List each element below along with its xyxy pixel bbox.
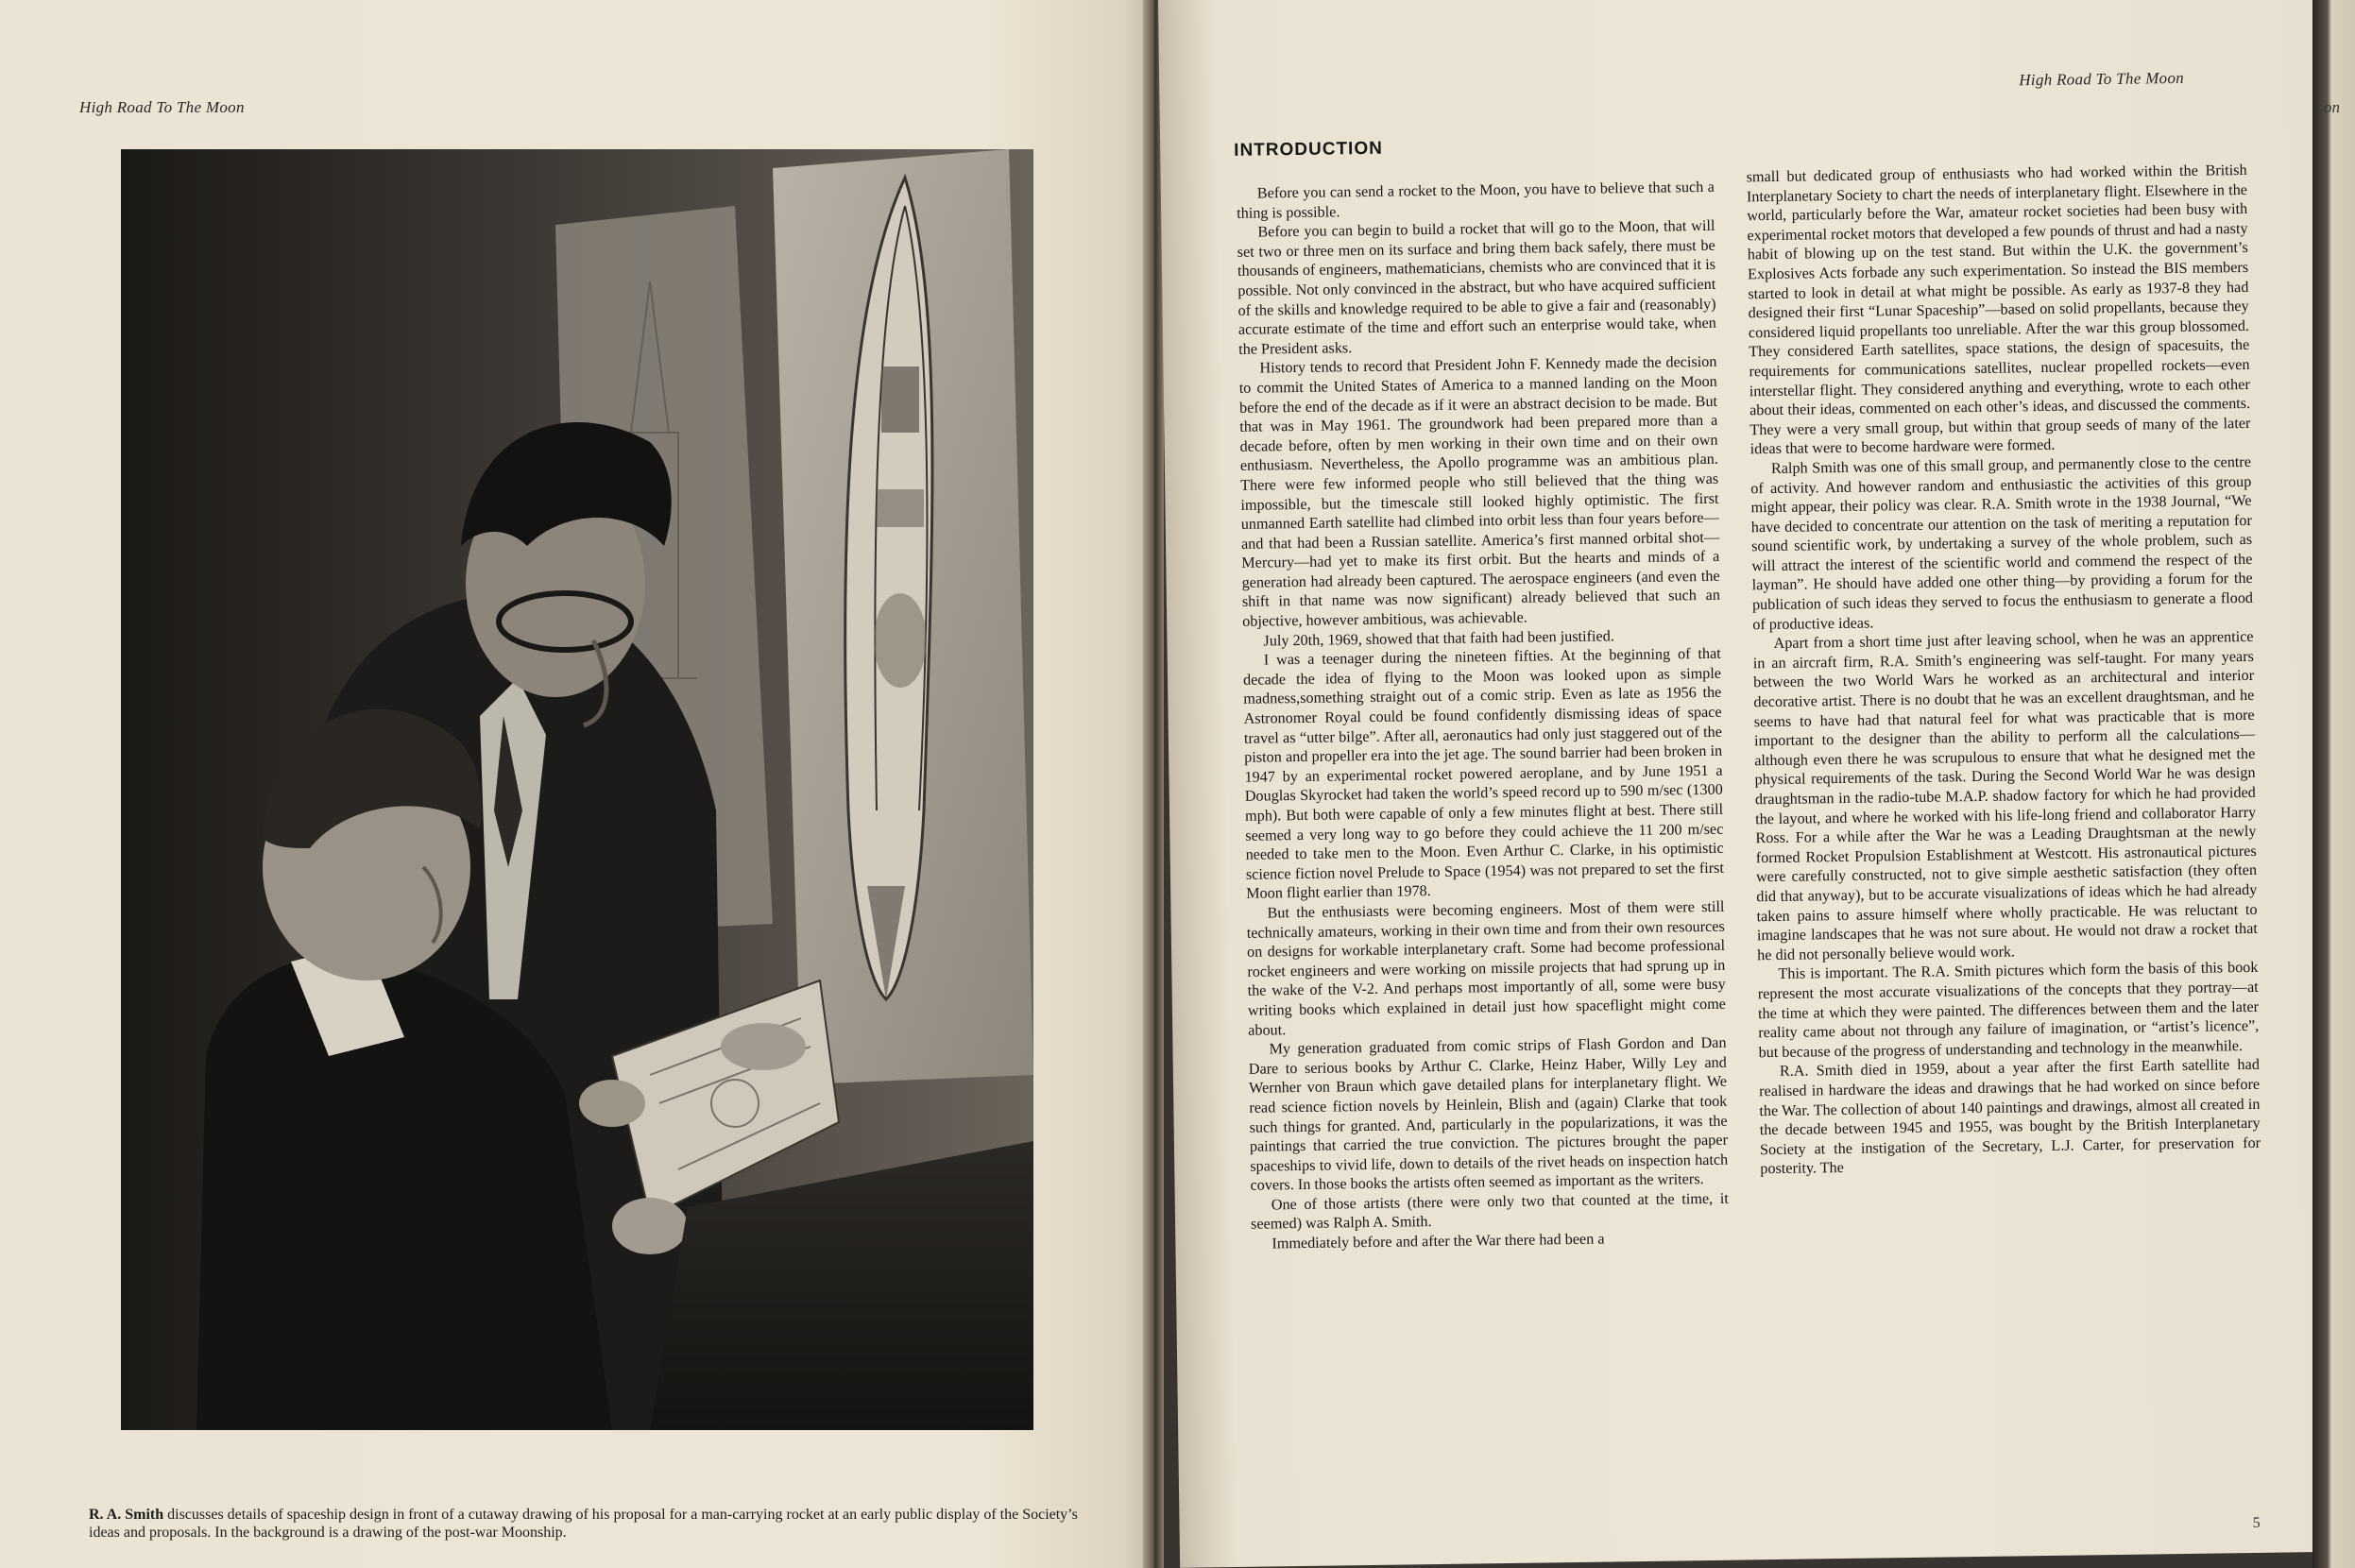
right-page xyxy=(1158,0,2334,1568)
photo-illustration xyxy=(121,149,1033,1430)
paragraph: History tends to record that President John F. Kennedy made the decision to commit the United States of America to a manned landing on the Moon before the end of the decade as if it were an abstract decision to be made. But that was in May 1961. The groundwork had been prepared more than a decade before, often by men working in their own time and on their own enthusiasm. Nevertheless, the Apollo programme was an ambitious plan. There were few informed people who still believed that the thing was impossible, but the timescale still looked highly optimistic. The first unmanned Earth satellite had climbed into orbit less than four years before—and that had been a Russian satellite. America’s first manned orbital shot—Mercury—had yet to make its first orbit. But the hearts and minds of a generation had already been captured. The aerospace engineers (and even the shift in that name was now significant) already believed that such an objective, however ambitious, was achievable. xyxy=(1238,353,1720,630)
photo-caption xyxy=(89,1506,1085,1542)
paragraph: Ralph Smith was one of this small group, and permanently close to the centre of activity. And however random and enthusiastic the activities of this group might appear, their policy was clear. R.A. Smith wrote in the 1938 Journal, “We have decided to concentrate our attention on the task of meriting a reputation for sound scientific work, by undertaking a survey of the whole problem, such as will attract the interest of the scientific world and commend the respect of the layman”. He should have added one other thing—by providing a forum for the publication of such ideas they served to focus the enthusiasm to generate a flood of productive ideas. xyxy=(1750,452,2254,633)
section-heading: INTRODUCTION xyxy=(1234,138,1384,161)
paragraph: This is important. The R.A. Smith pictures which form the basis of this book represent the most accurate visualizations of the concepts that they portray—at the time at which they were painted. The differences between them and the later reality came about not through any failure of imagination, or “artist’s licence”, but because of the progress of understanding and technology in the meanwhile. xyxy=(1757,959,2260,1061)
left-page xyxy=(0,0,1158,1568)
paragraph: R.A. Smith died in 1959, about a year after the first Earth satellite had realised in hardware the ideas and drawings that he had worked on since before the War. The collection of about 140 paintings and drawings, almost all created in the decade between 1945 and 1955, was bought by the British Interplanetary Society at the instigation of the Secretary, L.J. Carter, for preservation for posterity. The xyxy=(1759,1056,2261,1178)
caption-text: discusses details of spaceship design in front of a cutaway drawing of his proposal for a man-carrying rocket at an early public display of the Society’s ideas and proposals. In the background is a drawing of the post-war Moonship. xyxy=(89,1507,1078,1541)
paragraph: But the enthusiasts were becoming engineers. Most of them were still technically amateurs, working in their own time and from their own resources on designs for workable interplanetary craft. Some had become professional rocket engineers and were working on missile projects that had sprung up in the wake of the V-2. And perhaps most importantly of all, some were busy writing books which explained in detail just how spaceflight might come about. xyxy=(1246,897,1727,1039)
caption-name: R. A. Smith xyxy=(89,1507,164,1523)
paragraph: Immediately before and after the War there had been a xyxy=(1271,1230,1605,1253)
photograph xyxy=(121,149,1033,1430)
page-number: 5 xyxy=(2252,1514,2261,1531)
paragraph: small but dedicated group of enthusiasts who had worked within the British Interplanetary Society to chart the needs of interplanetary flight. Elsewhere in the world, particularly before the War, amateur rocket societies had been busy with experimental rocket motors that developed a few pounds of thrust and had a nasty habit of blowing up on the test stand. But within the U.K. the government’s Explosives Acts forbade any such experimentation. So instead the BIS members started to look in detail at what might be possible. As early as 1937-8 they had designed their first “Lunar Spaceship”—based on solid propellants, because they considered liquid propellants too unreliable. After the war this group blossomed. They considered Earth satellites, space stations, the design of spacesuits, the requirements for communications satellites, nuclear propelled rockets—even interstellar flight. They considered anything and everything, wrote to each other about their ideas, commented on each other’s ideas, and discussed the comments. They were a very small group, but within that group seeds of many of the later ideas that were to become hardware were formed. xyxy=(1746,161,2251,458)
right-running-head: High Road To The Moon xyxy=(2019,68,2185,90)
left-running-head: High Road To The Moon xyxy=(79,98,245,116)
edge-text-fragment: on xyxy=(2324,98,2340,116)
paragraph: Before you can begin to build a rocket that will go to the Moon, that will set two or three men on its surface and bring them back safely, there must be thousands of engineers, mathematicians, chemists who are convinced that it is possible. Not only convinced in the abstract, but who have acquired sufficient of the skills and knowledge required to be able to give a fair and (reasonably) accurate estimate of the time and effort such an enterprise would take, when the President asks. xyxy=(1237,216,1716,358)
paragraph: I was a teenager during the nineteen fifties. At the beginning of that decade the idea of flying to the Moon was looked upon as simple madness,something straight out of a comic strip. Even as late as 1956 the Astronomer Royal could be found confidently dismissing ideas of space travel as “utter bilge”. After all, aeronautics had only just staggered out of the piston and propeller era into the jet age. The sound barrier had been broken in 1947 by an experimental rocket powered aeroplane, and by June 1951 a Douglas Skyrocket had taken the world’s speed record up to 590 m/sec (1300 mph). But both were capable of only a few minutes flight at best. There still seemed a very long way to go before they could achieve the 11 200 m/sec needed to take men to the Moon. Even Arthur C. Clarke, in his optimistic science fiction novel Prelude to Space (1954) was not prepared to set the first Moon flight earlier than 1978. xyxy=(1242,645,1725,903)
text-column-2 xyxy=(1747,161,2261,1179)
paragraph: Before you can send a rocket to the Moon, you have to believe that such a thing is possible. xyxy=(1237,178,1715,222)
paragraph: Apart from a short time just after leaving school, when he was an apprentice in an aircraft firm, R.A. Smith’s engineering was self-taught. For many years between the two World Wars he worked as an architectural and interior decorative artist. There is no doubt that he was an excellent draughtsman, and he seems to have had that natural feel for what was practicable that is more important to the designer than the ability to perform all the calculations—although even there he was scrupulous to ensure that what he designed met the physical requirements of the task. During the Second World War he was design draughtsman in the radio-tube M.A.P. shadow factory for which he had provided the layout, and where he worked with his life-long friend and collaborator Harry Ross. For a while after the War he was a Leading Draughtsman at the newly formed Rocket Propulsion Establishment at Westcott. His astronautical pictures were carefully constructed, not to give simple aesthetic satisfaction (they often did that anyway), but to be accurate visualizations of ideas which he had already taken pains to assure himself where wholly practicable. He was reluctant to imagine landscapes that he was not sure about. He would not draw a rocket that he did not personally believe would work. xyxy=(1752,628,2258,963)
paragraph: One of those artists (there were only two that counted at the time, it seemed) was Ralph A. Smith. xyxy=(1250,1189,1729,1234)
next-page-edge xyxy=(2312,0,2355,1568)
paragraph: July 20th, 1969, showed that that faith had been justified. xyxy=(1263,626,1614,650)
paragraph: My generation graduated from comic strips of Flash Gordon and Dan Dare to serious books by Arthur C. Clarke, Heinz Haber, Willy Ley and Wernher von Braun which gave detailed plans for interplanetary flight. We read science fiction novels by Heinlein, Blish and (again) Clarke that took such things for granted. And, particularly in the popularizations, it was the paintings that carried the true conviction. The pictures brought the paper spaceships to vivid life, down to details of the rivet heads on inspection hatch covers. In those books the artists often seemed as important as the writers. xyxy=(1248,1033,1729,1195)
text-column-1 xyxy=(1237,178,1730,1254)
